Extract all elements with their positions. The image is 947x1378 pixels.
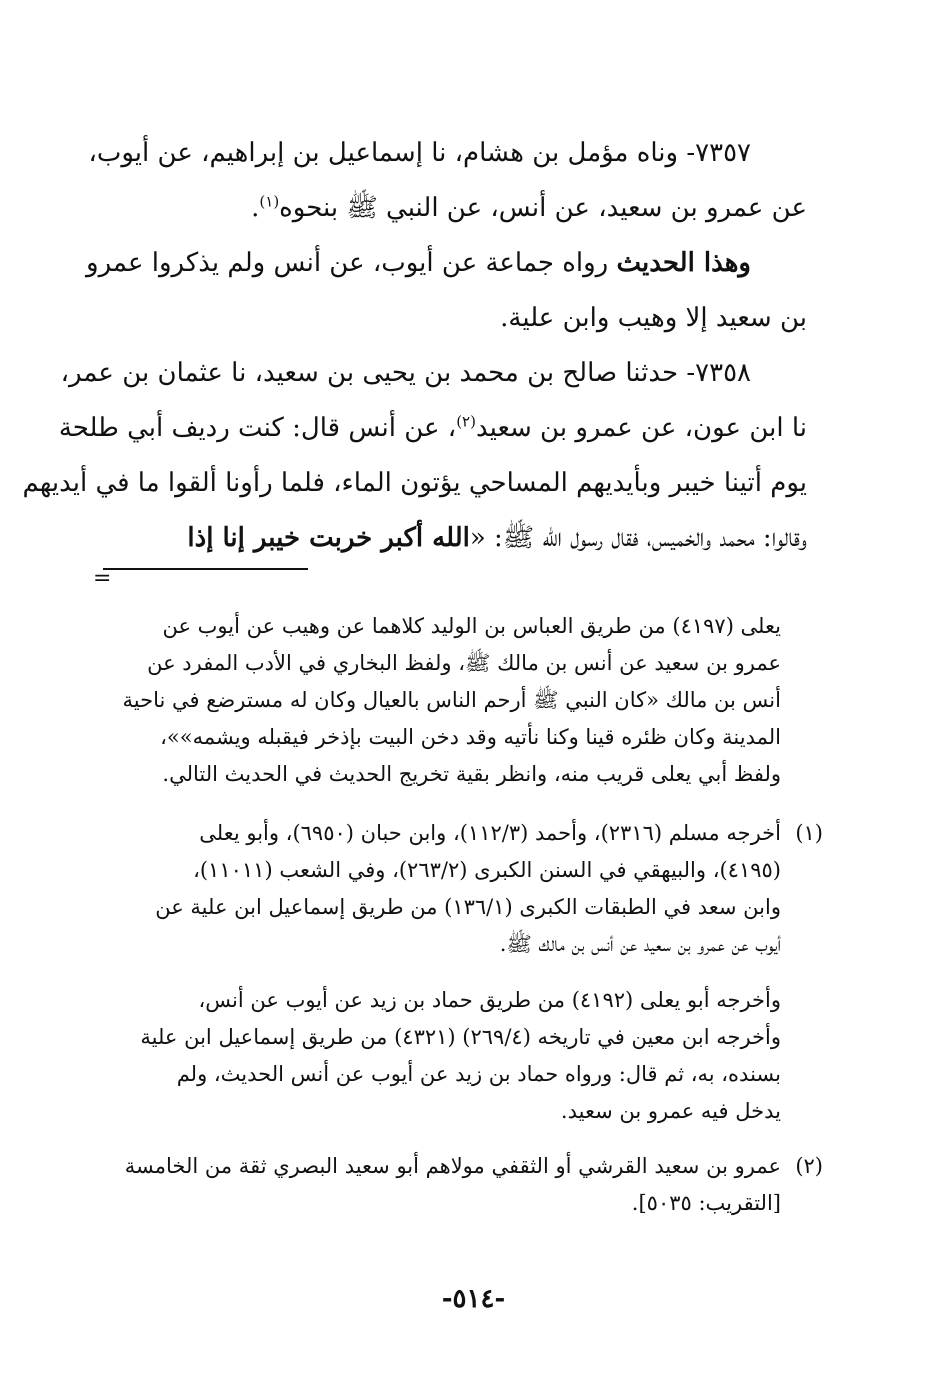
footnote-carryover-line-3: أنس بن مالك «كان النبي ﷺ أرحم الناس بالعيال وكان له مسترضع في ناحية bbox=[122, 688, 781, 712]
main-line-4 bbox=[102, 291, 807, 346]
footnote-2-line-2: [التقريب: ٥٠٣٥]. bbox=[631, 1191, 781, 1215]
footnote-separator bbox=[103, 568, 308, 570]
footnote-2-line-1: عمرو بن سعيد القرشي أو الثقفي مولاهم أبو سعيد البصري ثقة من الخامسة bbox=[124, 1154, 781, 1178]
main-line-5 bbox=[60, 346, 807, 401]
footnote-1-line-6: وأخرجه ابن معين في تاريخه (٢٦٩/٤) (٤٣٢١) من طريق إسماعيل ابن علية bbox=[140, 1025, 781, 1049]
main-line-2: عن عمرو بن سعيد، عن أنس، عن النبي ﷺ بنحوه$^{(١)}$. bbox=[251, 192, 807, 223]
footnote-1-line-1: أخرجه مسلم (٢٣١٦)، وأحمد (١١٢/٣)، وابن حبان (٦٩٥٠)، وأبو يعلى bbox=[199, 821, 781, 845]
page-number: -٥١٤- bbox=[441, 1284, 506, 1314]
footnote-carryover-line-1: يعلى (٤١٩٧) من طريق العباس بن الوليد كلاهما عن وهيب عن أيوب عن bbox=[162, 614, 781, 638]
hadith-7358-text: ٧٣٥٨- حدثنا صالح بن محمد بن يحيى بن سعيد، نا عثمان بن عمر، bbox=[60, 358, 751, 388]
main-line-7 bbox=[22, 456, 807, 511]
hadith-7358-matn-end: وقالوا: محمد والخميس، فقال رسول الله ﷺ: « bbox=[469, 523, 807, 553]
hadith-7358-isnad: نا ابن عون، عن عمرو بن سعيد bbox=[475, 413, 807, 443]
hadith-7358-matn-cont: يوم أتينا خيبر وبأيديهم المساحي يؤتون الماء، فلما رأونا ألقوا ما في أيديهم bbox=[22, 468, 807, 498]
footnote-2-number: (٢) bbox=[795, 1154, 823, 1178]
footnote-ref-2[interactable]: (٢) bbox=[456, 412, 476, 431]
commentary-text: رواه جماعة عن أيوب، عن أنس ولم يذكروا عمرو bbox=[86, 248, 609, 278]
hadith-7358-matn: ، عن أنس قال: كنت رديف أبي طلحة bbox=[58, 413, 457, 443]
hadith-7357-text-cont: عن عمرو بن سعيد، عن أنس، عن النبي ﷺ بنحوه bbox=[279, 193, 807, 223]
footnote-carryover-line-4: المدينة وكان ظئره قينا وكنا نأتيه وقد دخن البيت بإذخر فيقبله ويشمه»»، bbox=[160, 725, 781, 749]
commentary-lead: وهذا الحديث bbox=[616, 248, 751, 278]
footnote-1-line-7: بسنده، به، ثم قال: ورواه حماد بن زيد عن أيوب عن أنس الحديث، ولم bbox=[176, 1062, 781, 1086]
prophetic-saying: الله أكبر خربت خيبر إنا إذا bbox=[187, 523, 470, 553]
footnote-1-line-8: يدخل فيه عمرو بن سعيد. bbox=[560, 1099, 781, 1123]
main-line-1 bbox=[88, 126, 807, 181]
commentary-text-cont: بن سعيد إلا وهيب وابن علية. bbox=[500, 303, 807, 333]
main-line-8 bbox=[102, 511, 807, 566]
footnote-1-line-4: أيوب عن عمرو بن سعيد عن أنس بن مالك ﷺ. bbox=[499, 932, 781, 956]
continuation-mark: = bbox=[93, 566, 112, 591]
footnote-1-line-2: (٤١٩٥)، والبيهقي في السنن الكبرى (٢٦٣/٢)، وفي الشعب (١١٠١١)، bbox=[193, 858, 781, 882]
hadith-7357-text: ٧٣٥٧- وناه مؤمل بن هشام، نا إسماعيل بن إبراهيم، عن أيوب، bbox=[88, 138, 751, 168]
footnote-1-line-5: وأخرجه أبو يعلى (٤١٩٢) من طريق حماد بن زيد عن أيوب عن أنس، bbox=[198, 988, 781, 1012]
footnote-carryover-line-5: ولفظ أبي يعلى قريب منه، وانظر بقية تخريج الحديث في الحديث التالي. bbox=[162, 762, 781, 786]
footnote-carryover-line-2: عمرو بن سعيد عن أنس بن مالك ﷺ، ولفظ البخاري في الأدب المفرد عن bbox=[147, 651, 781, 675]
footnote-1-number: (١) bbox=[795, 821, 823, 845]
main-line-6 bbox=[58, 401, 807, 456]
footnote-ref-1[interactable]: (١) bbox=[259, 192, 280, 211]
main-line-3 bbox=[86, 236, 807, 291]
footnote-1-line-3: وابن سعد في الطبقات الكبرى (١٣٦/١) من طريق إسماعيل ابن علية عن bbox=[155, 895, 781, 919]
